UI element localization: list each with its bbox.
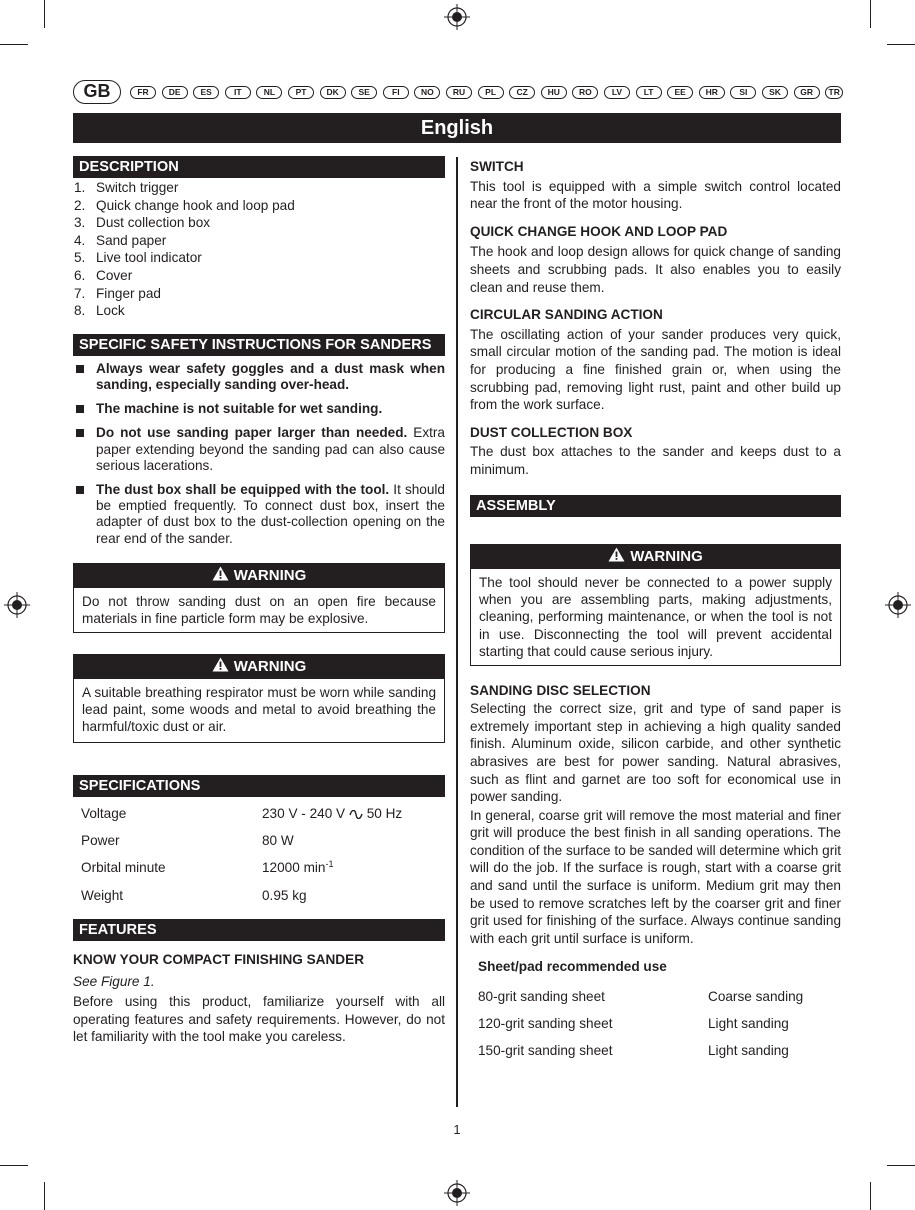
section-heading-safety: SPECIFIC SAFETY INSTRUCTIONS FOR SANDERS: [73, 334, 445, 356]
registration-mark-icon: [444, 1180, 470, 1206]
list-item: The dust box shall be equipped with the tool. It should be emptied frequently. To connect dust box, insert the adapter of dust box to the dust-collection opening on the rear end of the sander.: [73, 482, 445, 547]
lang-tab[interactable]: DE: [162, 86, 188, 99]
warning-triangle-icon: [212, 566, 229, 581]
table-heading: Sheet/pad recommended use: [478, 959, 667, 975]
list-item: Always wear safety goggles and a dust mask when sanding, especially sanding over-head.: [73, 361, 445, 393]
list-item: 6. Cover: [74, 267, 133, 283]
warning-header: WARNING: [74, 655, 444, 679]
warning-header: WARNING: [74, 564, 444, 588]
lang-tab[interactable]: LV: [604, 86, 630, 99]
list-item: The machine is not suitable for wet sanding.: [73, 401, 445, 417]
right-column: [470, 158, 841, 1065]
crop-mark: [870, 0, 871, 28]
paragraph: Selecting the correct size, grit and type of sand paper is extremely important step in achieving a high quality sanded finish. Aluminum oxide, silicon carbide, and other synthetic abrasives are best for power sanding. Natural abrasives, such as flint and garnet are too soft for economical use in power sanding.: [470, 701, 841, 805]
list-item: 7. Finger pad: [74, 285, 161, 301]
paragraph: The dust box attaches to the sander and keeps dust to a minimum.: [470, 444, 841, 477]
paragraph: The hook and loop design allows for quick change of sanding sheets and scrubbing pads. It also enables you to easily clean and reuse them.: [470, 244, 841, 295]
warning-box-dust: [73, 563, 445, 633]
lang-tab[interactable]: SI: [730, 86, 756, 99]
left-column: [73, 156, 445, 1046]
square-bullet-icon: [76, 405, 84, 413]
list-item: 1. Switch trigger: [74, 180, 179, 195]
subheading-disc-selection: SANDING DISC SELECTION: [470, 682, 651, 698]
list-item: Do not use sanding paper larger than needed. Extra paper extending beyond the sanding pad can also cause serious lacerations.: [73, 425, 445, 474]
lang-tab-gb[interactable]: GB: [73, 80, 121, 104]
paragraph: Before using this product, familiarize yourself with all operating features and safety requirements. However, do not let familiarity with the tool make you careless.: [73, 994, 445, 1045]
square-bullet-icon: [76, 429, 84, 437]
section-heading-assembly: ASSEMBLY: [470, 495, 841, 517]
description-list: [73, 179, 445, 320]
warning-header: WARNING: [471, 545, 840, 569]
figure-reference: See Figure 1.: [73, 973, 155, 989]
table-row: 120-grit sanding sheet Light sanding: [478, 1016, 789, 1032]
subheading-dust-collection: DUST COLLECTION BOX: [470, 424, 633, 440]
crop-mark: [870, 1182, 871, 1210]
list-item: 5. Live tool indicator: [74, 250, 202, 266]
subheading-know-your-sander: KNOW YOUR COMPACT FINISHING SANDER: [73, 952, 365, 967]
list-item: 3. Dust collection box: [74, 215, 211, 231]
registration-mark-icon: [444, 4, 470, 30]
crop-mark: [44, 1182, 45, 1210]
list-item: 2. Quick change hook and loop pad: [74, 197, 295, 213]
sheet-use-table: [470, 983, 841, 1065]
registration-mark-icon: [885, 592, 911, 618]
lang-tab[interactable]: NL: [256, 86, 282, 99]
registration-mark-icon: [4, 592, 30, 618]
warning-text: The tool should never be connected to a power supply when you are assembling parts, making adjustments, cleaning, performing maintenance, or when the tool is not in use. Disconnecting the tool will prevent accidental starting that could cause serious injury.: [479, 574, 832, 660]
lang-tab[interactable]: LT: [636, 86, 662, 99]
warning-text: A suitable breathing respirator must be worn while sanding lead paint, some woods and metal to avoid breathing the harmful/toxic dust or air.: [82, 684, 436, 735]
paragraph: The oscillating action of your sander produces very quick, small circular motion of the sanding pad. The motion is ideal for producing a fine finished grain or, when using the scrubbing pad, removing light rust, paint and other build up from the work surface.: [470, 326, 841, 413]
paragraph: This tool is equipped with a simple switch control located near the front of the motor housing.: [470, 178, 841, 212]
lang-tab[interactable]: PL: [478, 86, 504, 99]
paragraph: In general, coarse grit will remove the most material and finer grit will produce the best finish in all sanding operations. The condition of the surface to be sanded will determine which grit will do the job. If the surface is rough, start with a coarse grit and sand until the surface is uniform. Medium grit may then be used to remove scratches left by the coarser grit and finer grit used for finishing of the surface. Always continue sanding with each grit until surface is uniform.: [470, 807, 842, 946]
safety-list: [73, 361, 445, 547]
lang-tab[interactable]: DK: [320, 86, 346, 99]
column-divider: [456, 157, 458, 1107]
crop-mark: [0, 1165, 28, 1166]
subheading-quick-change: QUICK CHANGE HOOK AND LOOP PAD: [470, 223, 728, 239]
table-row: 80-grit sanding sheet Coarse sanding: [478, 988, 804, 1004]
specifications-table: [73, 800, 445, 909]
page-title: English: [73, 113, 841, 143]
lang-tab[interactable]: EE: [667, 86, 693, 99]
page-number: 1: [453, 1122, 461, 1137]
warning-text: Do not throw sanding dust on an open fire because materials in fine particle form may be explosive.: [82, 593, 436, 627]
lang-tab[interactable]: PT: [288, 86, 314, 99]
table-row: 150-grit sanding sheet Light sanding: [478, 1043, 789, 1059]
crop-mark: [0, 44, 28, 45]
lang-tab[interactable]: FI: [383, 86, 409, 99]
crop-mark: [887, 44, 915, 45]
lang-tab[interactable]: TR: [825, 86, 843, 99]
lang-tab[interactable]: IT: [225, 86, 251, 99]
lang-tab[interactable]: RU: [446, 86, 472, 99]
crop-mark: [44, 0, 45, 28]
crop-mark: [887, 1165, 915, 1166]
section-heading-features: FEATURES: [73, 919, 445, 941]
warning-triangle-icon: [212, 657, 229, 672]
table-row: Orbital minute 12000 $\min^{-1}$: [81, 859, 334, 876]
square-bullet-icon: [76, 365, 84, 373]
lang-tab[interactable]: HU: [541, 86, 567, 99]
subheading-circular-sanding: CIRCULAR SANDING ACTION: [470, 307, 663, 323]
lang-tab[interactable]: SK: [762, 86, 788, 99]
lang-tab[interactable]: NO: [414, 86, 440, 99]
lang-tab[interactable]: CZ: [509, 86, 535, 99]
section-heading-description: DESCRIPTION: [73, 156, 445, 178]
warning-triangle-icon: [608, 547, 625, 562]
lang-tab[interactable]: GR: [794, 86, 820, 99]
lang-tab[interactable]: ES: [193, 86, 219, 99]
lang-tab[interactable]: FR: [130, 86, 156, 99]
ac-current-icon: [349, 810, 363, 819]
table-row: Power 80 W: [81, 832, 294, 848]
table-row: Voltage 230 V - 240 V 50 Hz: [81, 805, 403, 821]
lang-tab[interactable]: RO: [572, 86, 598, 99]
table-row: Weight 0.95 kg: [81, 887, 307, 903]
lang-tab[interactable]: HR: [699, 86, 725, 99]
square-bullet-icon: [76, 486, 84, 494]
lang-tab[interactable]: SE: [351, 86, 377, 99]
list-item: 8. Lock: [74, 303, 125, 319]
subheading-switch: SWITCH: [470, 159, 524, 174]
warning-box-respirator: [73, 654, 445, 743]
section-heading-specifications: SPECIFICATIONS: [73, 775, 445, 797]
language-selector: [73, 80, 843, 104]
list-item: 4. Sand paper: [74, 232, 167, 248]
warning-box-power: [470, 544, 841, 666]
